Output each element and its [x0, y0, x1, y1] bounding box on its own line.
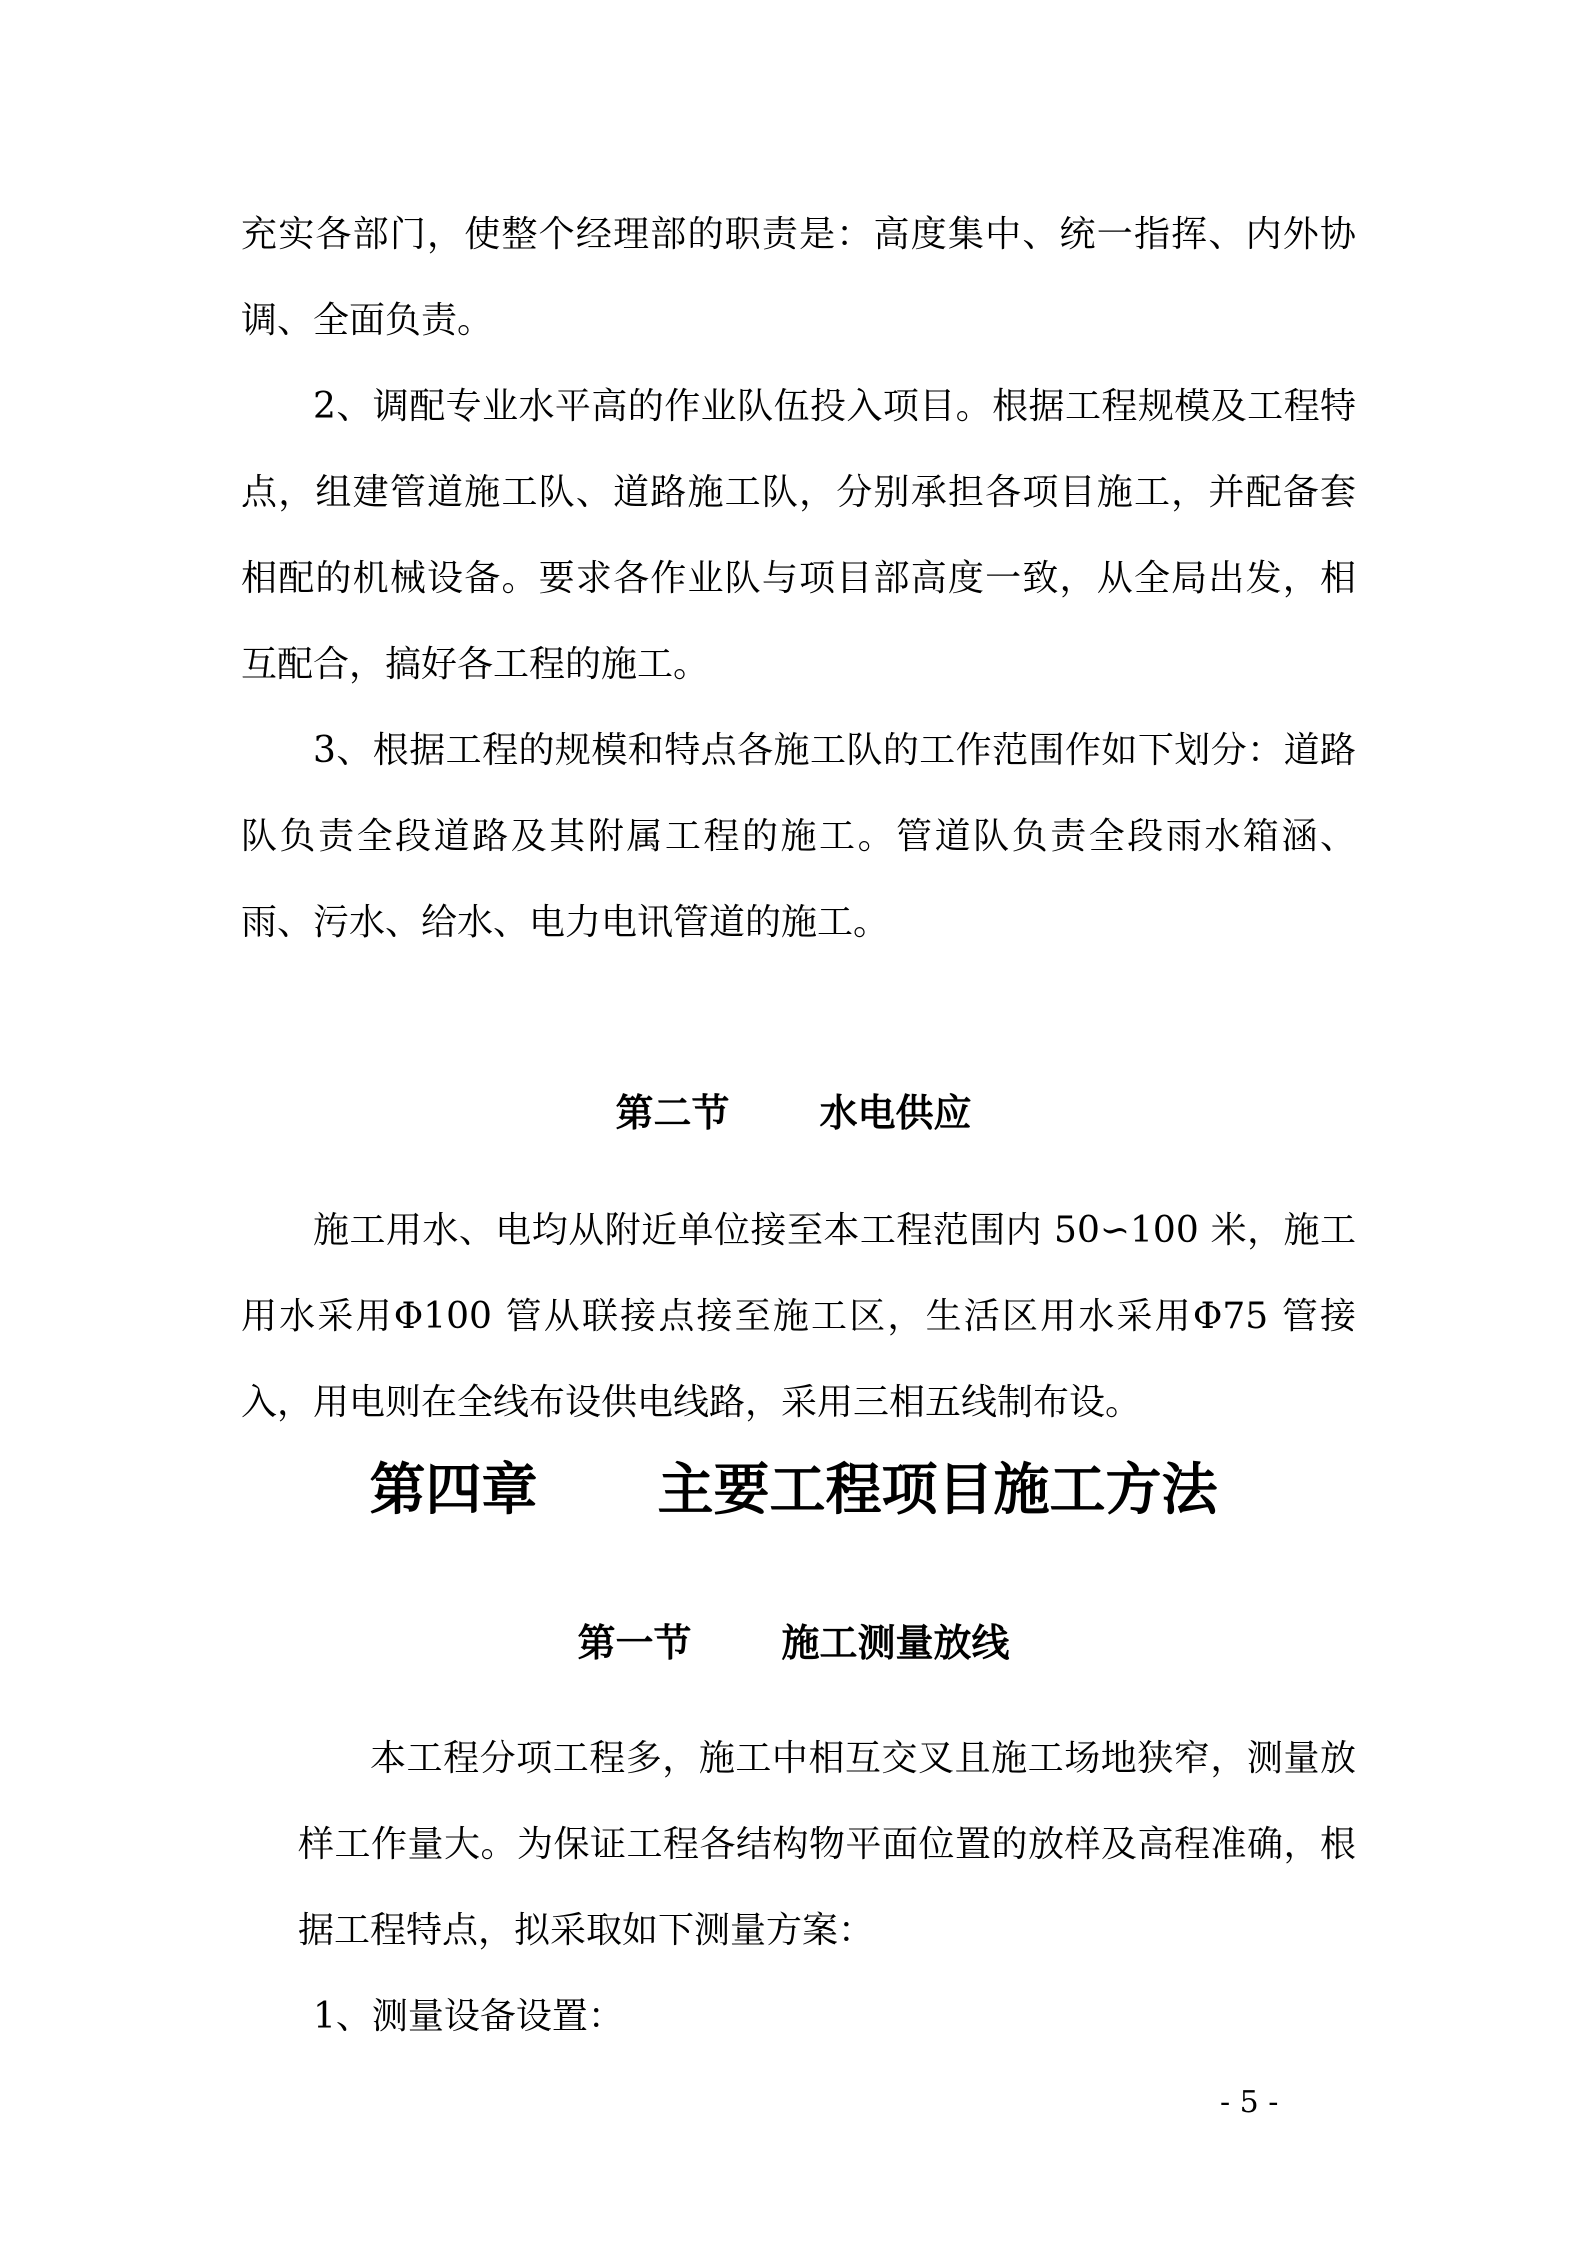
paragraph-item-3: 3、根据工程的规模和特点各施工队的工作范围作如下划分：道路队负责全段道路及其附属工程的施工。管道队负责全段雨水箱涵、雨、污水、给水、电力电讯管道的施工。 [241, 730, 1356, 943]
section-number: 第二节 [615, 1091, 730, 1135]
page-number: - 5 - [1220, 2085, 1279, 2120]
chapter-title: 主要工程项目施工方法 [657, 1458, 1218, 1523]
section-heading-survey [0, 1612, 1587, 1667]
paragraph-item-2: 2、调配专业水平高的作业队伍投入项目。根据工程规模及工程特点，组建管道施工队、道路施工队，分别承担各项目施工，并配备套相配的机械设备。要求各作业队与项目部高度一致，从全局出发，相互配合，搞好各工程的施工。 [241, 386, 1356, 685]
section-title: 水电供应 [819, 1091, 972, 1135]
chapter-heading [0, 1446, 1587, 1526]
paragraph-survey-equipment: 1、测量设备设置： [313, 1996, 624, 2037]
paragraph-survey-intro: 本工程分项工程多，施工中相互交叉且施工场地狭窄，测量放样工作量大。为保证工程各结构物平面位置的放样及高程准确，根据工程特点，拟采取如下测量方案： [298, 1738, 1356, 1951]
section-title: 施工测量放线 [781, 1621, 1010, 1665]
section-number: 第一节 [577, 1621, 692, 1665]
paragraph-water-power-supply: 施工用水、电均从附近单位接至本工程范围内 50∽100 米，施工用水采用Φ100 管从联接点接至施工区，生活区用水采用Φ75 管接入，用电则在全线布设供电线路，采用三相五线制布设。 [241, 1210, 1356, 1423]
section-heading-water-power [0, 1082, 1587, 1137]
paragraph-responsibilities: 充实各部门，使整个经理部的职责是：高度集中、统一指挥、内外协调、全面负责。 [241, 214, 1356, 341]
chapter-number: 第四章 [369, 1458, 538, 1523]
